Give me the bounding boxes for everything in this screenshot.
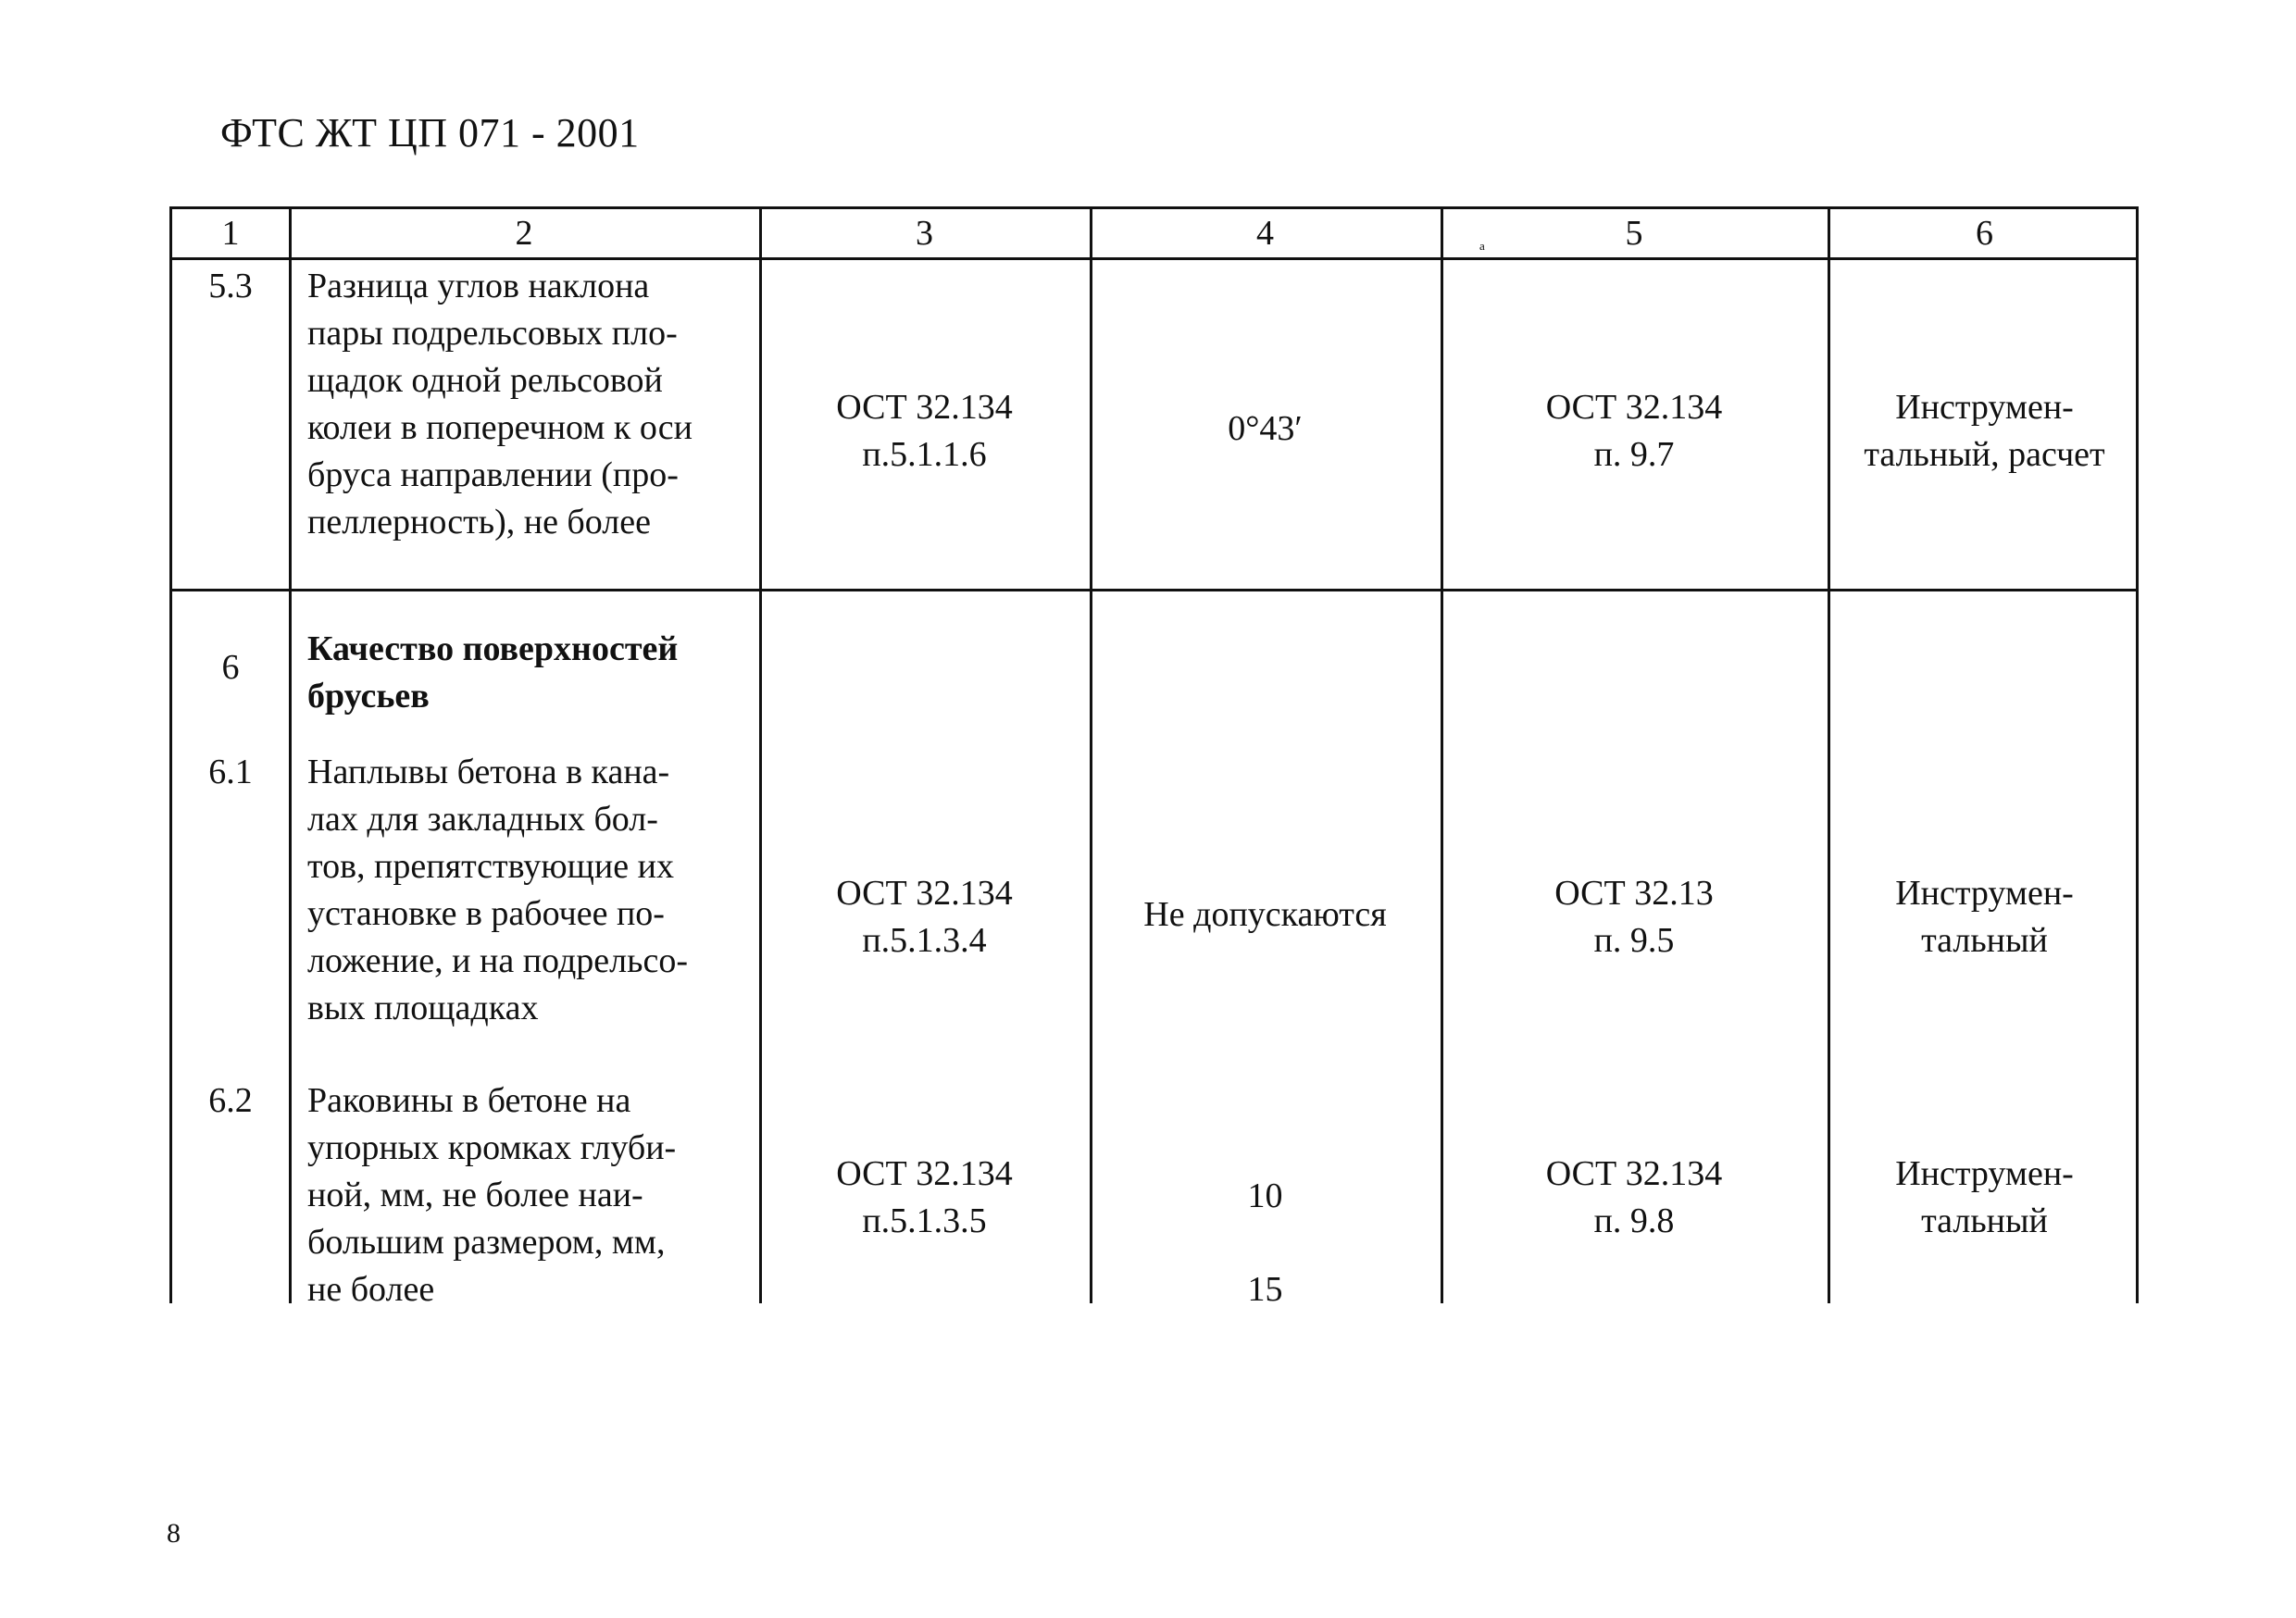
section-title-line: Качество поверхностей [307,629,679,668]
description-line: не более [307,1270,435,1309]
col-divider-3 [1090,209,1092,1303]
row-6-1-reference [759,866,1090,968]
col-number-6: 6 [1976,214,1993,253]
control-method-line: тальный [1921,921,2048,960]
description-line: Раковины в бетоне на [307,1081,631,1120]
control-method-line: Инструмен- [1895,1154,2074,1193]
method-reference-line: п. 9.8 [1593,1201,1675,1240]
method-reference-line: ОСТ 32.13 [1554,874,1714,913]
row-number-6-1: 6.1 [208,753,253,791]
row-6-1-value: Не допускаются [1143,895,1387,934]
col-number-3: 3 [916,214,933,253]
row-6-1-control-method [1828,866,2141,968]
section-title-line: брусьев [307,677,430,716]
reference-line: п.5.1.1.6 [862,435,987,474]
row-number-6: 6 [221,648,240,687]
col-divider-2 [759,209,762,1303]
reference-line: ОСТ 32.134 [836,874,1013,913]
row-6-2-depth-value: 10 [1247,1176,1283,1215]
description-line: упорных кромках глуби- [307,1128,677,1167]
col-divider-1 [289,209,292,1303]
description-line: пеллерность), не более [307,503,651,541]
row-5-3-control-method [1828,380,2141,482]
description-line: колеи в поперечном к оси [307,408,693,447]
row-number-5-3: 5.3 [208,267,253,305]
row-number-6-2: 6.2 [208,1081,253,1120]
method-reference-line: ОСТ 32.134 [1545,388,1723,427]
control-method-line: тальный [1921,1201,2048,1240]
description-line: Разница углов наклона [307,267,650,305]
reference-line: п.5.1.3.4 [862,921,987,960]
reference-line: п.5.1.3.5 [862,1201,987,1240]
row-6-2-size-value: 15 [1247,1270,1283,1309]
method-reference-line: п. 9.5 [1593,921,1675,960]
col-number-5: 5 [1625,214,1643,253]
description-line: тов, препятствующие их [307,847,674,886]
requirements-table [169,206,2139,1309]
description-line: установке в рабочее по- [307,894,665,933]
row-5-3-reference [759,380,1090,482]
section-title-surface-quality [307,626,755,720]
col-number-2: 2 [515,214,533,253]
row-6-2-control-method [1828,1147,2141,1249]
row-6-1-description [307,749,755,1032]
page-number: 8 [167,1518,181,1549]
row-6-2-method-reference [1441,1147,1828,1249]
method-reference-line: ОСТ 32.134 [1545,1154,1723,1193]
description-line: ложение, и на подрельсо- [307,941,688,980]
control-method-line: Инструмен- [1895,874,2074,913]
control-method-line: Инструмен- [1895,388,2074,427]
description-line: большим размером, мм, [307,1223,666,1262]
row-5-3-value: 0°43′ [1228,409,1303,448]
row-6-2-reference [759,1147,1090,1249]
method-reference-line: п. 9.7 [1593,435,1675,474]
row-5-3-method-reference [1441,380,1828,482]
description-line: щадок одной рельсовой [307,361,663,400]
col-number-1: 1 [221,214,240,253]
col-divider-5 [1828,209,1830,1303]
row-5-3-description [307,263,755,546]
description-line: ной, мм, не более наи- [307,1176,643,1214]
scan-mark: ₐ [1479,230,1486,253]
row-6-2-description [307,1077,755,1313]
reference-line: ОСТ 32.134 [836,388,1013,427]
description-line: лах для закладных бол- [307,800,658,839]
description-line: бруса направлении (про- [307,455,679,494]
description-line: пары подрельсовых пло- [307,314,678,353]
row-divider-5-3 [172,589,2136,591]
document-code: ФТС ЖТ ЦП 071 - 2001 [220,110,640,156]
col-divider-4 [1441,209,1443,1303]
description-line: вых площадках [307,989,539,1027]
col-number-4: 4 [1256,214,1274,253]
reference-line: ОСТ 32.134 [836,1154,1013,1193]
header-row-divider [172,257,2136,260]
row-6-1-method-reference [1441,866,1828,968]
description-line: Наплывы бетона в кана- [307,753,670,791]
control-method-line: тальный, расчет [1864,435,2105,474]
